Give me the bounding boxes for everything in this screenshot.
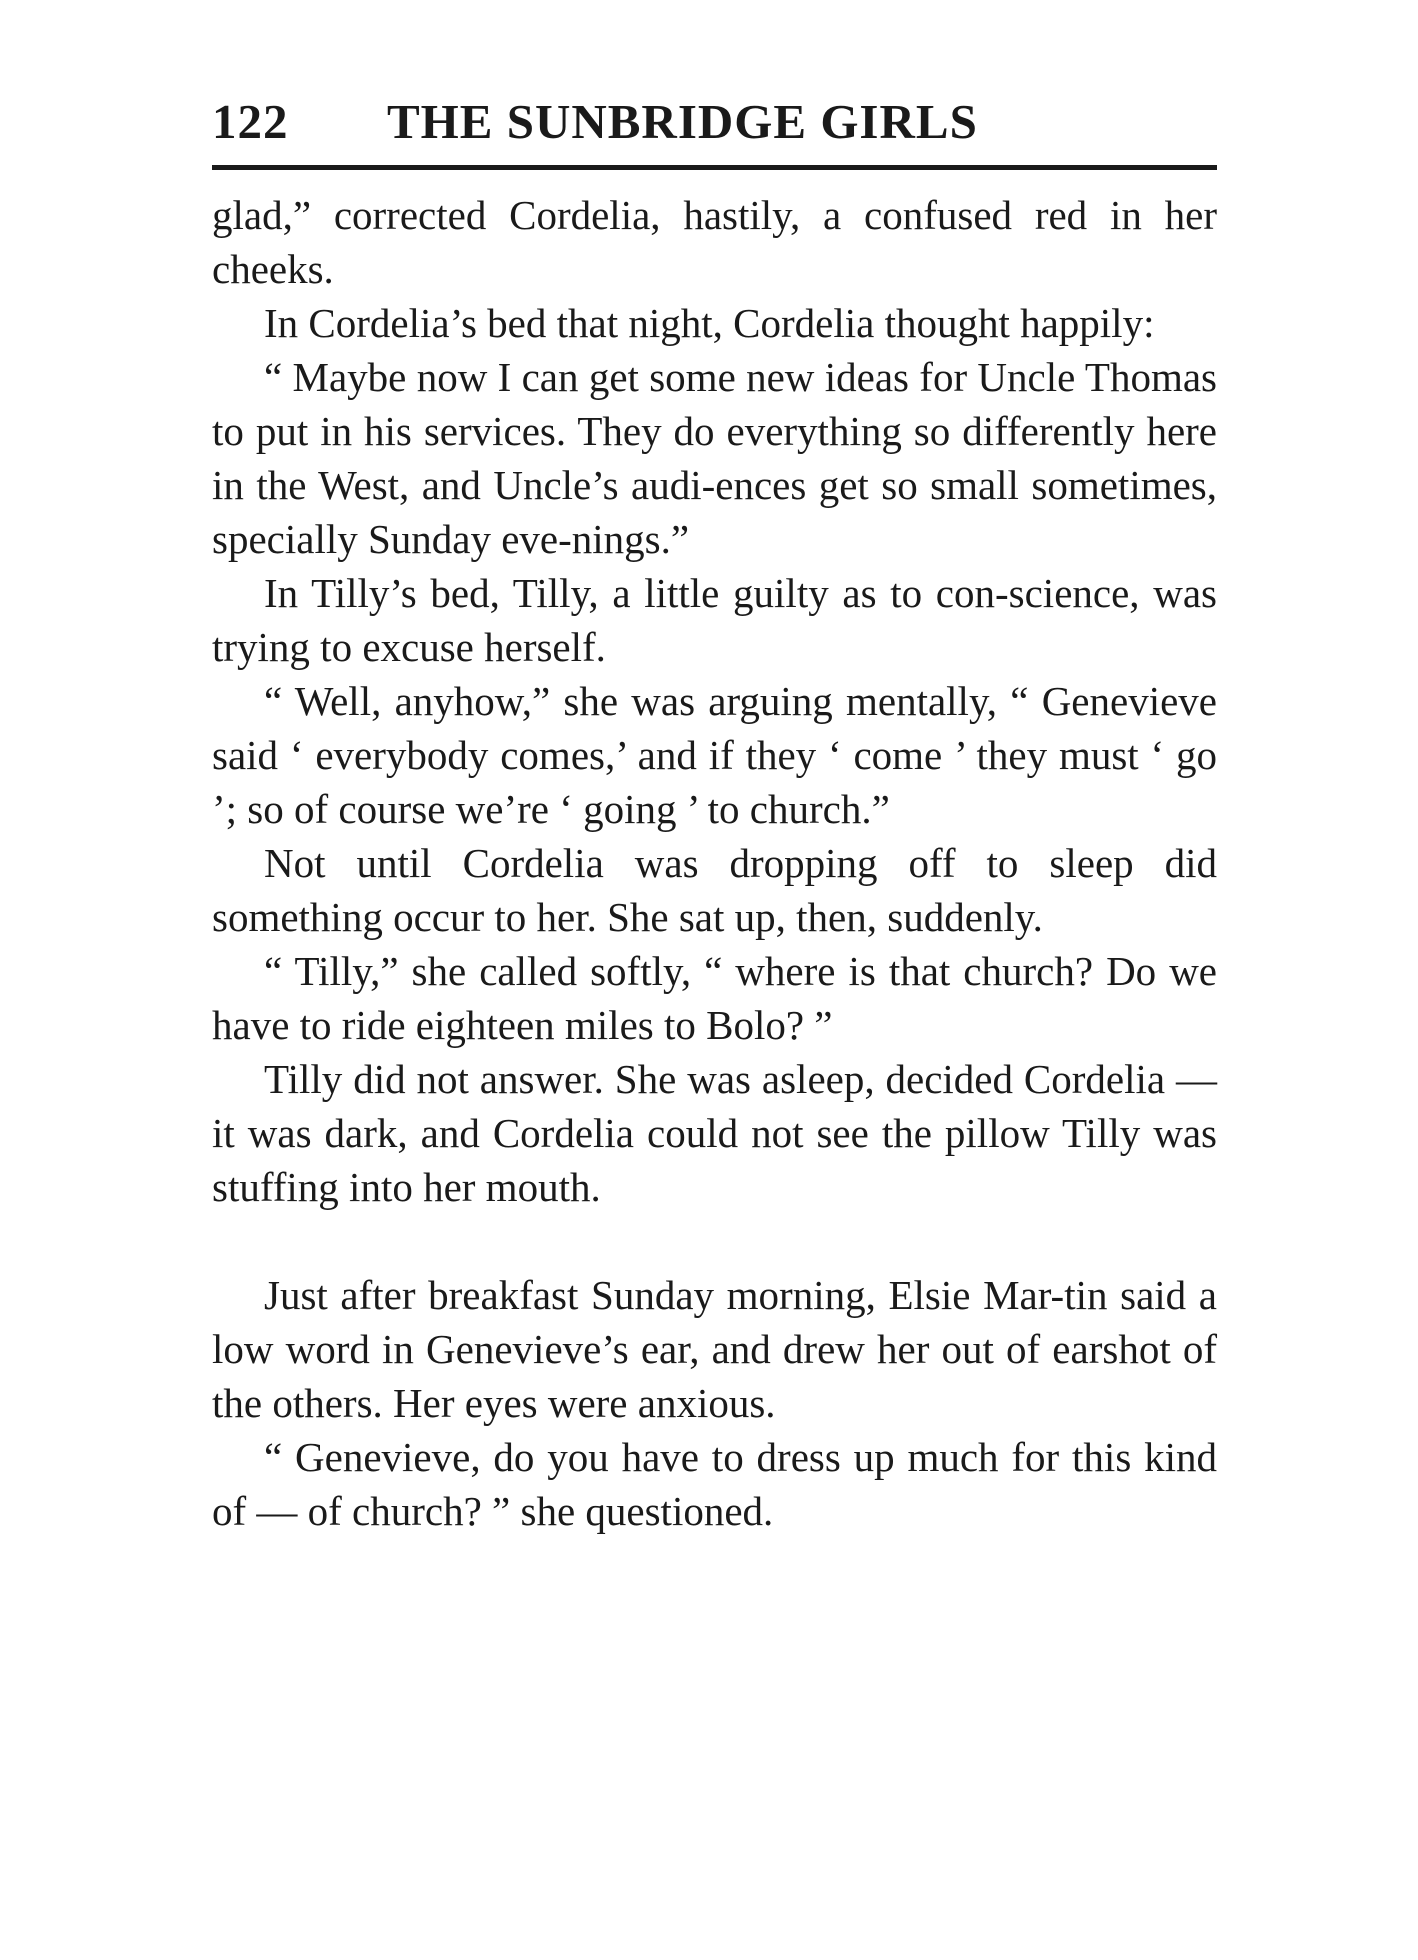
paragraph: Just after breakfast Sunday morning, Elsie Mar-tin said a low word in Genevieve’s ear, and drew her out of earshot of the others. Her eyes were anxious.: [212, 1272, 1217, 1426]
paragraph: “ Tilly,” she called softly, “ where is that church? Do we have to ride eighteen miles to Bolo? ”: [212, 948, 1217, 1048]
paragraph: In Tilly’s bed, Tilly, a little guilty as to con-science, was trying to excuse herself.: [212, 570, 1217, 670]
running-head: [212, 88, 1217, 156]
paragraph: glad,” corrected Cordelia, hastily, a confused red in her cheeks.: [212, 192, 1217, 292]
paragraph: Not until Cordelia was dropping off to sleep did something occur to her. She sat up, then, suddenly.: [212, 840, 1217, 940]
paragraph: “ Well, anyhow,” she was arguing mentally, “ Genevieve said ‘ everybody comes,’ and if they ‘ come ’ they must ‘ go ’; so of course we’re ‘ going ’ to church.”: [212, 678, 1217, 832]
running-title: THE SUNBRIDGE GIRLS: [387, 94, 978, 149]
header-rule: [212, 165, 1217, 170]
book-page: [212, 88, 1217, 1534]
page-number: 122: [212, 94, 289, 149]
paragraph: “ Maybe now I can get some new ideas for Uncle Thomas to put in his services. They do everything so differently here in the West, and Uncle’s audi-ences get so small sometimes, specially Sunday eve-nings.”: [212, 354, 1217, 562]
paragraph: In Cordelia’s bed that night, Cordelia thought happily:: [264, 300, 1155, 346]
body-text: [212, 188, 1217, 1538]
paragraph: “ Genevieve, do you have to dress up much for this kind of — of church? ” she questioned.: [212, 1434, 1217, 1534]
paragraph: Tilly did not answer. She was asleep, decided Cordelia — it was dark, and Cordelia could not see the pillow Tilly was stuffing into her mouth.: [212, 1056, 1217, 1210]
